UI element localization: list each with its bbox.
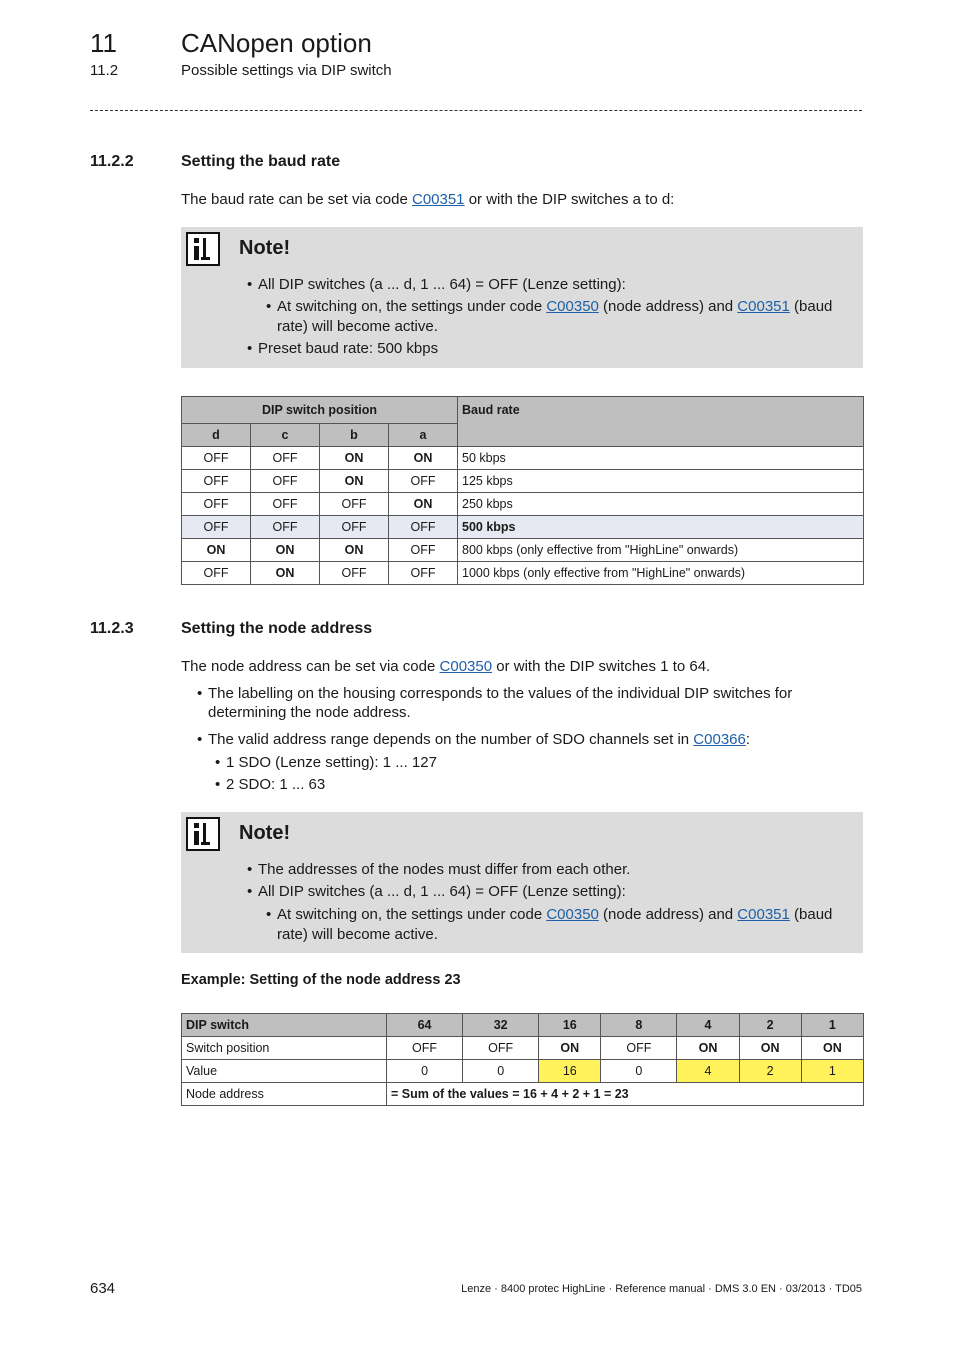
dip-switch-header: DIP switch	[182, 1014, 387, 1037]
sub-list-item: • 1 SDO (Lenze setting): 1 ... 127	[215, 754, 437, 771]
node-intro: The node address can be set via code C00350 or with the DIP switches 1 to 64.	[181, 658, 711, 675]
note-subitem: • At switching on, the settings under code C00350 (node address) and C00351 (baud	[266, 298, 833, 315]
col-c: c	[251, 424, 320, 447]
c00351-link[interactable]: C00351	[737, 298, 790, 315]
note-subitem-cont: rate) will become active.	[277, 926, 438, 943]
c00351-link[interactable]: C00351	[737, 906, 790, 923]
note-subitem-cont: rate) will become active.	[277, 318, 438, 335]
info-icon	[186, 232, 220, 266]
node-address-table: DIP switch 64 32 16 8 4 2 1 Switch position OFF OFF ON OFF ON ON ON Value 0 0 16 0 4 2 1 Node address = Sum of the values = 16 + 4 + 2 + 1 = 23	[181, 1013, 864, 1106]
table-row: Switch position OFF OFF ON OFF ON ON ON	[182, 1037, 864, 1060]
example-title: Example: Setting of the node address 23	[181, 972, 461, 988]
node-note-box	[181, 812, 863, 953]
c00350-link[interactable]: C00350	[546, 298, 599, 315]
list-item: • The labelling on the housing corresponds to the values of the individual DIP switches for determining the node address.	[197, 685, 793, 721]
table-row: OFF OFF OFF ON 250 kbps	[182, 493, 864, 516]
note-title: Note!	[239, 237, 291, 259]
list-item: • The valid address range depends on the number of SDO channels set in C00366:	[197, 731, 751, 748]
chapter-number: 11	[90, 28, 117, 58]
table-row: OFF OFF ON ON 50 kbps	[182, 447, 864, 470]
sub-list-item: • 2 SDO: 1 ... 63	[215, 776, 326, 793]
table-row: OFF OFF ON OFF 125 kbps	[182, 470, 864, 493]
c00350-link[interactable]: C00350	[439, 658, 493, 675]
baud-rate-table	[181, 396, 864, 585]
table-row: Value 0 0 16 0 4 2 1	[182, 1060, 864, 1083]
node-heading-number: 11.2.3	[90, 620, 134, 637]
c00350-link[interactable]: C00350	[546, 906, 599, 923]
note-title: Note!	[239, 822, 291, 844]
col-a: a	[389, 424, 458, 447]
info-icon	[186, 817, 220, 851]
chapter-title: CANopen option	[181, 28, 372, 58]
page-number: 634	[90, 1280, 116, 1297]
note-item: • All DIP switches (a ... d, 1 ... 64) = OFF (Lenze setting):	[247, 883, 626, 900]
note-subitem: • At switching on, the settings under code C00350 (node address) and C00351 (baud	[266, 906, 833, 923]
baud-heading-title: Setting the baud rate	[181, 153, 341, 170]
table-row: Node address = Sum of the values = 16 + 4 + 2 + 1 = 23	[182, 1083, 864, 1106]
section-title: Possible settings via DIP switch	[181, 62, 392, 79]
baud-intro: The baud rate can be set via code C00351 or with the DIP switches a to d:	[181, 191, 675, 208]
baud-rate-header: Baud rate	[458, 397, 864, 447]
dip-position-header: DIP switch position	[182, 397, 458, 424]
baud-heading-number: 11.2.2	[90, 153, 134, 170]
table-row-highlighted: OFF OFF OFF OFF 500 kbps	[182, 516, 864, 539]
table-row: OFF ON OFF OFF 1000 kbps (only effective from "HighLine" onwards)	[182, 562, 864, 585]
section-number: 11.2	[90, 62, 119, 79]
footer-reference: Lenze · 8400 protec HighLine · Reference manual · DMS 3.0 EN · 03/2013 · TD05	[461, 1283, 862, 1295]
col-d: d	[182, 424, 251, 447]
baud-note-box	[181, 227, 863, 368]
note-item: • All DIP switches (a ... d, 1 ... 64) = OFF (Lenze setting):	[247, 276, 626, 293]
note-item: • Preset baud rate: 500 kbps	[247, 340, 439, 357]
col-b: b	[320, 424, 389, 447]
c00366-link[interactable]: C00366	[693, 731, 746, 748]
header-divider	[90, 110, 862, 111]
c00351-link[interactable]: C00351	[411, 191, 465, 208]
note-item: • The addresses of the nodes must differ from each other.	[247, 861, 631, 878]
table-row: ON ON ON OFF 800 kbps (only effective from "HighLine" onwards)	[182, 539, 864, 562]
node-heading-title: Setting the node address	[181, 620, 373, 637]
